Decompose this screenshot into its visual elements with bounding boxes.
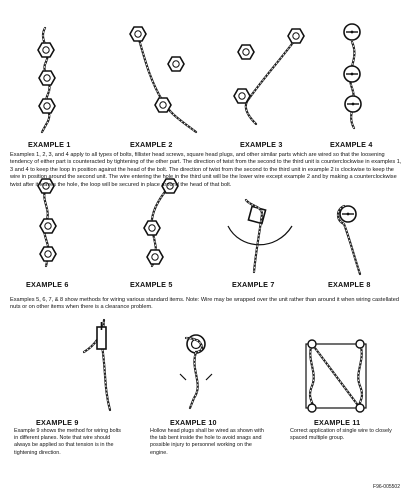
example-9-label: EXAMPLE 9 <box>36 418 79 427</box>
example-1-figure <box>38 28 55 132</box>
example-1-label: EXAMPLE 1 <box>28 140 71 149</box>
example-2-figure <box>130 27 196 132</box>
example-11-figure <box>306 340 366 412</box>
examples-1-4-description: Examples 1, 2, 3, and 4 apply to all types of bolts, fillister head screws, square head plugs, and other similar parts which are wired so that the loosening tendency of either part is counteracted by tightening of the other part. The direction of twist from the second to the third unit is counterclockwise in examples 1, 3 and 4 to keep the loop in position against the head of the bolt. The direction of twist from the second to the third unit in example 2 is clockwise to keep the wire in position around the second unit. The wire entering the hole in the third unit will be the lower wire except example 2 and by making a counterclockwise twist after it leaves the hole, the loop will be secured in place around the head of that bolt. <box>10 152 402 188</box>
example-8-label: EXAMPLE 8 <box>328 280 371 289</box>
example-6-label: EXAMPLE 6 <box>26 280 69 289</box>
example-7-figure <box>228 200 292 272</box>
example-8-figure <box>338 206 360 274</box>
example-6-figure <box>38 179 56 266</box>
example-10-note: Hollow head plugs shall be wired as shown with the tab bent inside the hole to avoid snags and possible injury to personnel working on the engine. <box>150 428 264 456</box>
example-11-note: Correct application of single wire to closely spaced multiple group. <box>290 428 392 442</box>
example-5-figure <box>144 179 178 266</box>
example-5-label: EXAMPLE 5 <box>130 280 173 289</box>
example-10-label: EXAMPLE 10 <box>170 418 217 427</box>
figure-id: F96-005502 <box>373 484 400 490</box>
example-11-label: EXAMPLE 11 <box>314 418 361 427</box>
example-9-note: Example 9 shows the method for wiring bolts in different planes. Note that wire should always be applied so that tension is in the tightening direction. <box>14 428 121 456</box>
example-4-figure <box>344 24 361 128</box>
example-2-label: EXAMPLE 2 <box>130 140 173 149</box>
example-4-label: EXAMPLE 4 <box>330 140 373 149</box>
example-10-figure <box>180 335 212 408</box>
example-9-figure <box>84 320 110 410</box>
example-3-figure <box>234 29 304 124</box>
example-7-label: EXAMPLE 7 <box>232 280 275 289</box>
example-3-label: EXAMPLE 3 <box>240 140 283 149</box>
examples-5-8-description: Examples 5, 6, 7, & 8 show methods for wiring various standard items. Note: Wire may be wrapped over the unit rather than around it when wiring castellated nuts or on other items when there is a clearance problem. <box>10 297 399 311</box>
